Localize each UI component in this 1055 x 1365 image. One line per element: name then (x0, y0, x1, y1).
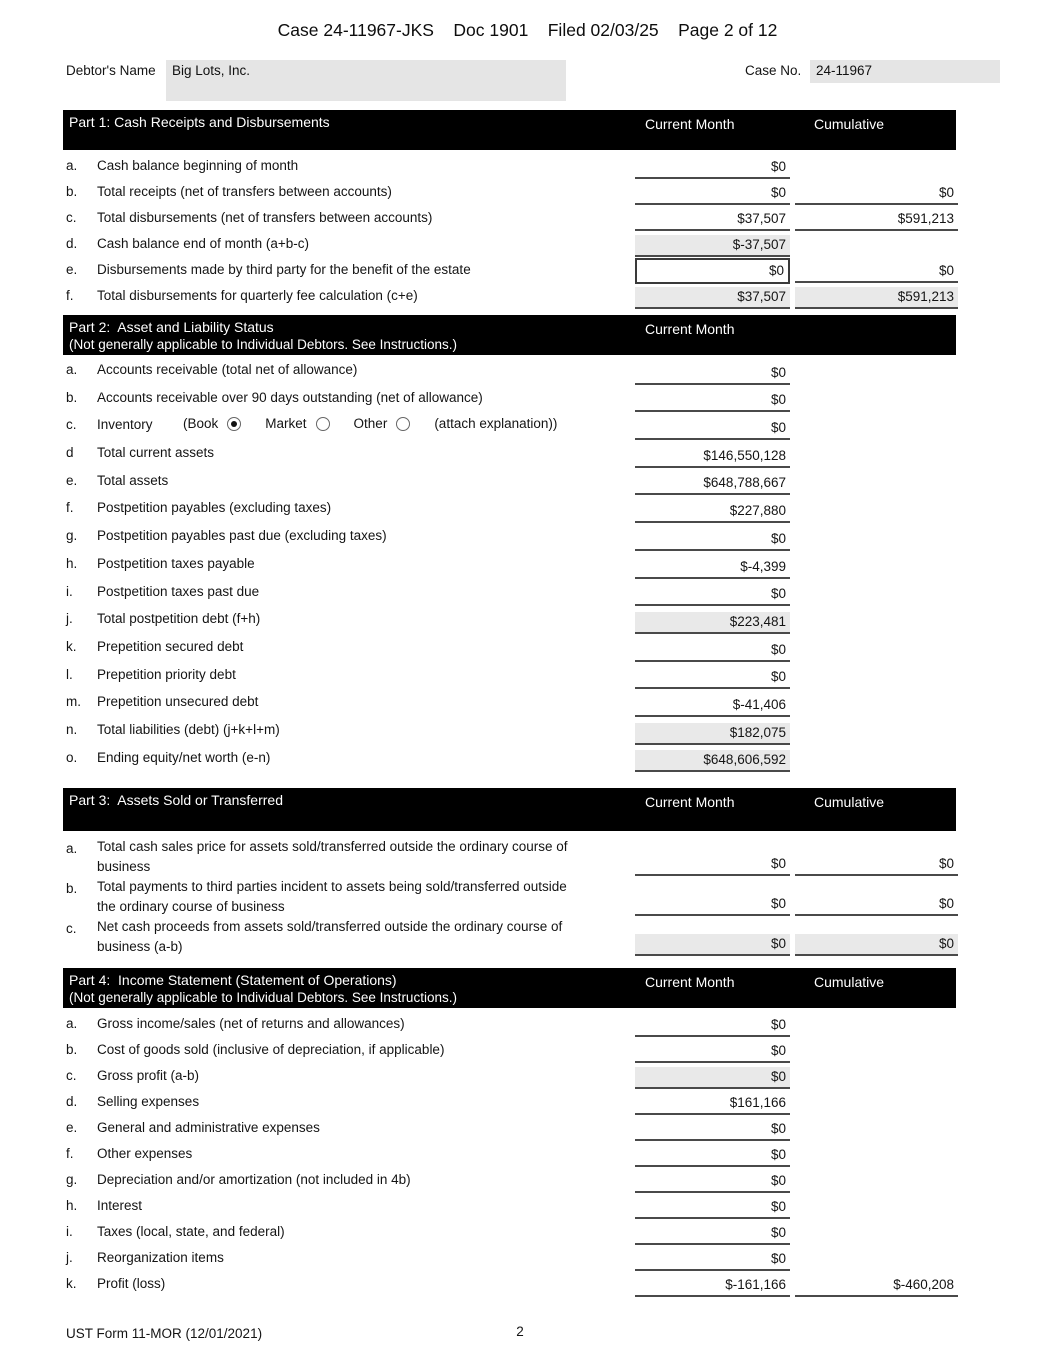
row-label: Disbursements made by third party for the benefit of the estate (97, 262, 471, 277)
row-letter: b. (66, 184, 78, 199)
row-letter: d. (66, 236, 78, 251)
row-label: Gross income/sales (net of returns and allowances) (97, 1016, 405, 1031)
table-row (63, 1142, 956, 1168)
part4-j-current-field[interactable]: $0 (635, 1249, 790, 1271)
row-label: Gross profit (a-b) (97, 1068, 200, 1083)
table-row (63, 837, 956, 877)
part4-title: Part 4: Income Statement (Statement of Operations) (69, 972, 397, 988)
row-letter: j. (66, 611, 73, 627)
part2-col-current-month: Current Month (645, 321, 735, 337)
row-label: Postpetition taxes past due (97, 583, 260, 599)
part1-title: Part 1: Cash Receipts and Disbursements (69, 114, 330, 130)
table-row (63, 358, 956, 386)
row-label: Total cash sales price for assets sold/transferred outside the ordinary course of business (97, 839, 568, 874)
part4-e-current-field[interactable]: $0 (635, 1119, 790, 1141)
row-letter: g. (66, 1172, 78, 1187)
row-label: Total postpetition debt (f+h) (97, 611, 261, 627)
part3-header-bar (63, 788, 956, 831)
row-label: General and administrative expenses (97, 1120, 320, 1135)
part1-f-current-field-calculated: $37,507 (635, 287, 790, 309)
row-letter: m. (66, 694, 81, 710)
inventory-valuation-radio-group (183, 416, 557, 431)
row-letter: f. (66, 1146, 74, 1161)
case-no-field[interactable]: 24-11967 (810, 60, 1000, 83)
inventory-explain-label: (attach explanation)) (434, 416, 558, 432)
part1-d-current-field-calculated: $-37,507 (635, 235, 790, 257)
table-row (63, 1064, 956, 1090)
part1-b-cumulative-field[interactable]: $0 (795, 183, 958, 205)
table-row (63, 386, 956, 414)
row-label: Total liabilities (debt) (j+k+l+m) (97, 721, 280, 737)
part1-col-current-month: Current Month (645, 116, 735, 132)
part2-section (63, 315, 956, 773)
part1-col-cumulative: Cumulative (814, 116, 885, 132)
part4-i-current-field[interactable]: $0 (635, 1223, 790, 1245)
row-label: Accounts receivable (total net of allowance) (97, 362, 358, 377)
table-row (63, 1272, 956, 1298)
part4-section (63, 968, 956, 1298)
part2-f-current-field[interactable]: $227,880 (635, 501, 790, 523)
debtor-name-field[interactable]: Big Lots, Inc. (166, 60, 566, 101)
row-letter: b. (66, 1042, 78, 1057)
part3-c-cumulative-field-calculated: $0 (795, 934, 958, 956)
table-row (63, 1012, 956, 1038)
part3-b-cumulative-field[interactable]: $0 (795, 894, 958, 916)
row-label: Ending equity/net worth (e-n) (97, 749, 271, 765)
table-row (63, 469, 956, 497)
table-row (63, 607, 956, 635)
part1-header-bar (63, 110, 956, 150)
part2-k-current-field[interactable]: $0 (635, 640, 790, 662)
row-letter: a. (66, 1016, 78, 1031)
inventory-book-radio[interactable] (227, 417, 241, 431)
row-label: Total disbursements for quarterly fee calculation (c+e) (97, 288, 418, 303)
part3-col-cumulative: Cumulative (814, 794, 885, 810)
row-label: Depreciation and/or amortization (not included in 4b) (97, 1172, 411, 1187)
row-letter: j. (66, 1250, 73, 1265)
row-label: Prepetition priority debt (97, 666, 236, 682)
part1-b-current-field[interactable]: $0 (635, 183, 790, 205)
row-label: Postpetition payables past due (excluding taxes) (97, 528, 387, 544)
part4-d-current-field[interactable]: $161,166 (635, 1093, 790, 1115)
row-label: Other expenses (97, 1146, 193, 1161)
table-row (63, 1194, 956, 1220)
row-label: Taxes (local, state, and federal) (97, 1224, 285, 1239)
row-letter: o. (66, 749, 78, 765)
part3-section (63, 788, 956, 957)
row-label: Net cash proceeds from assets sold/transferred outside the ordinary course of business (a-b) (97, 919, 563, 954)
case-no-label: Case No. (745, 63, 802, 78)
part2-n-current-field-calculated: $182,075 (635, 723, 790, 745)
row-label: Cash balance beginning of month (97, 158, 299, 173)
table-row (63, 690, 956, 718)
table-row (63, 917, 956, 957)
row-label: Cost of goods sold (inclusive of depreciation, if applicable) (97, 1042, 445, 1057)
part4-a-current-field[interactable]: $0 (635, 1015, 790, 1037)
row-label: Selling expenses (97, 1094, 200, 1109)
row-label: Total receipts (net of transfers between accounts) (97, 184, 392, 199)
table-row (63, 663, 956, 691)
part2-a-current-field[interactable]: $0 (635, 363, 790, 385)
part2-h-current-field[interactable]: $-4,399 (635, 557, 790, 579)
row-letter: k. (66, 1276, 77, 1291)
row-label: Prepetition unsecured debt (97, 694, 259, 710)
row-label: Profit (loss) (97, 1276, 166, 1291)
table-row (63, 1038, 956, 1064)
table-row (63, 746, 956, 774)
part2-j-current-field-calculated: $223,481 (635, 612, 790, 634)
part3-a-cumulative-field[interactable]: $0 (795, 854, 958, 876)
row-label: Interest (97, 1198, 143, 1213)
part3-b-current-field[interactable]: $0 (635, 894, 790, 916)
table-row (63, 635, 956, 663)
row-letter: a. (66, 362, 78, 377)
part2-g-current-field[interactable]: $0 (635, 529, 790, 551)
part4-c-current-field-calculated: $0 (635, 1067, 790, 1089)
row-label: Cash balance end of month (a+b-c) (97, 236, 309, 251)
row-letter: c. (66, 921, 77, 936)
row-letter: a. (66, 841, 78, 856)
table-row (63, 154, 956, 180)
form-version-label: UST Form 11-MOR (12/01/2021) (66, 1326, 263, 1341)
row-letter: e. (66, 472, 78, 488)
part4-k-cumulative-field[interactable]: $-460,208 (795, 1275, 958, 1297)
row-label: Postpetition payables (excluding taxes) (97, 500, 332, 516)
row-letter: c. (66, 417, 77, 433)
inventory-other-label: Other (353, 416, 388, 432)
part1-c-cumulative-field[interactable]: $591,213 (795, 209, 958, 231)
row-letter: e. (66, 262, 78, 277)
part2-l-current-field[interactable]: $0 (635, 667, 790, 689)
part3-c-current-field-calculated: $0 (635, 934, 790, 956)
part2-e-current-field[interactable]: $648,788,667 (635, 473, 790, 495)
part3-a-current-field[interactable]: $0 (635, 854, 790, 876)
row-letter: h. (66, 555, 78, 571)
row-letter: e. (66, 1120, 78, 1135)
table-row (63, 1246, 956, 1272)
part2-m-current-field[interactable]: $-41,406 (635, 695, 790, 717)
part4-f-current-field[interactable]: $0 (635, 1145, 790, 1167)
table-row (63, 877, 956, 917)
row-letter: k. (66, 638, 77, 654)
part1-e-current-field[interactable]: $0 (635, 258, 790, 284)
row-letter: i. (66, 583, 73, 599)
part2-d-current-field[interactable]: $146,550,128 (635, 446, 790, 468)
row-letter: c. (66, 210, 77, 225)
table-row (63, 180, 956, 206)
case-stamp-header: Case 24-11967-JKS Doc 1901 Filed 02/03/25 Page 2 of 12 (277, 20, 778, 40)
table-row (63, 552, 956, 580)
row-letter: l. (66, 666, 73, 682)
part2-b-current-field[interactable]: $0 (635, 390, 790, 412)
part4-col-current-month: Current Month (645, 974, 735, 990)
table-row (63, 1220, 956, 1246)
row-label: Prepetition secured debt (97, 638, 244, 654)
table-row (63, 718, 956, 746)
table-row (63, 413, 956, 441)
part3-title: Part 3: Assets Sold or Transferred (69, 792, 283, 808)
row-label: Total disbursements (net of transfers between accounts) (97, 210, 433, 225)
part4-b-current-field[interactable]: $0 (635, 1041, 790, 1063)
part2-header-bar (63, 315, 956, 355)
row-label: Total assets (97, 472, 169, 488)
row-letter: d. (66, 1094, 78, 1109)
part4-g-current-field[interactable]: $0 (635, 1171, 790, 1193)
row-letter: g. (66, 528, 78, 544)
row-letter: b. (66, 881, 78, 896)
row-label: Inventory (97, 417, 153, 433)
row-label: Postpetition taxes payable (97, 555, 255, 571)
inventory-book-label: (Book (183, 416, 219, 432)
row-label: Total current assets (97, 445, 215, 461)
part2-c-current-field[interactable]: $0 (635, 418, 790, 440)
row-label: Accounts receivable over 90 days outstanding (net of allowance) (97, 389, 483, 405)
debtor-band (0, 60, 1055, 104)
part1-e-cumulative-field[interactable]: $0 (795, 261, 958, 283)
part2-o-current-field-calculated: $648,606,592 (635, 750, 790, 772)
part1-f-cumulative-field-calculated: $591,213 (795, 287, 958, 309)
part2-i-current-field[interactable]: $0 (635, 584, 790, 606)
part1-c-current-field[interactable]: $37,507 (635, 209, 790, 231)
table-row (63, 496, 956, 524)
part4-col-cumulative: Cumulative (814, 974, 885, 990)
table-row (63, 258, 956, 284)
table-row (63, 441, 956, 469)
table-row (63, 1090, 956, 1116)
row-letter: b. (66, 389, 78, 405)
table-row (63, 524, 956, 552)
part4-k-current-field[interactable]: $-161,166 (635, 1275, 790, 1297)
table-row (63, 206, 956, 232)
row-letter: h. (66, 1198, 78, 1213)
row-letter: c. (66, 1068, 77, 1083)
part4-subtitle: (Not generally applicable to Individual Debtors. See Instructions.) (69, 990, 457, 1005)
part3-col-current-month: Current Month (645, 794, 735, 810)
debtor-name-label: Debtor's Name (66, 63, 156, 78)
part1-a-current-field[interactable]: $0 (635, 157, 790, 179)
row-letter: f. (66, 500, 74, 516)
row-letter: i. (66, 1224, 73, 1239)
part4-header-bar (63, 968, 956, 1008)
part2-title: Part 2: Asset and Liability Status (69, 319, 274, 335)
inventory-other-radio[interactable] (396, 417, 410, 431)
inventory-market-radio[interactable] (316, 417, 330, 431)
part2-subtitle: (Not generally applicable to Individual Debtors. See Instructions.) (69, 337, 457, 352)
row-letter: a. (66, 158, 78, 173)
table-row (63, 1168, 956, 1194)
table-row (63, 1116, 956, 1142)
part4-h-current-field[interactable]: $0 (635, 1197, 790, 1219)
row-label: Reorganization items (97, 1250, 224, 1265)
table-row (63, 232, 956, 258)
row-letter: f. (66, 288, 74, 303)
page-number: 2 (516, 1324, 524, 1339)
row-letter: d (66, 445, 74, 461)
table-row (63, 284, 956, 310)
part1-section (63, 110, 956, 310)
table-row (63, 580, 956, 608)
inventory-market-label: Market (265, 416, 307, 432)
row-letter: n. (66, 721, 78, 737)
row-label: Total payments to third parties incident to assets being sold/transferred outside the ordinary course of business (97, 879, 567, 914)
